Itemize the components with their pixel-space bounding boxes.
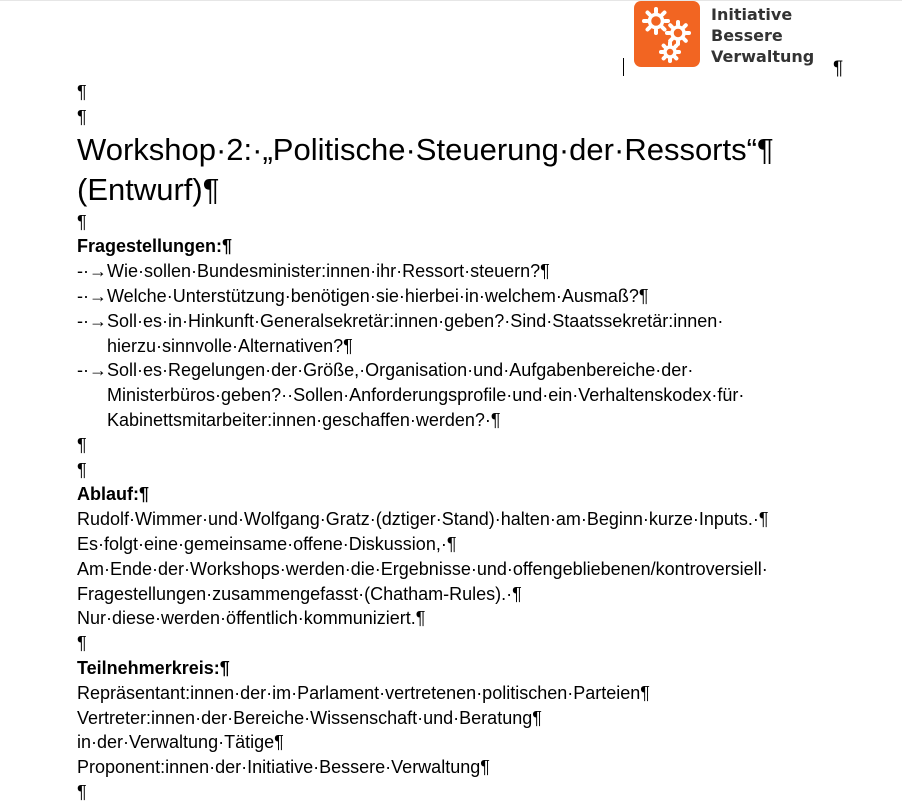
ablauf-heading: Ablauf:¶	[77, 484, 149, 505]
text-cursor	[623, 58, 624, 76]
logo-text	[711, 4, 814, 67]
empty-paragraph: ¶	[77, 211, 87, 232]
empty-paragraph: ¶	[77, 82, 87, 102]
empty-paragraph: ¶	[77, 633, 87, 654]
question-text: Soll·es·in·Hinkunft·Generalsekretär:innen·geben?·Sind·Staatssekretär:innen· hierzu·sinnvolle·Alternativen?¶	[107, 310, 724, 356]
list-item	[77, 259, 857, 284]
document-subtitle: (Entwurf)¶	[77, 171, 220, 207]
logo-line: Verwaltung	[711, 47, 815, 66]
ablauf-line: Es·folgt·eine·gemeinsame·offene·Diskussion,·¶	[77, 533, 457, 554]
bullet-marker: -·→	[77, 310, 107, 331]
bullet-marker: -·→	[77, 261, 107, 282]
bullet-marker: -·→	[77, 360, 107, 381]
question-text: Welche·Unterstützung·benötigen·sie·hierbei·in·welchem·Ausmaß?¶	[107, 285, 649, 306]
ablauf-line: Fragestellungen·zusammengefasst·(Chatham-Rules).·¶	[77, 583, 522, 604]
list-item	[77, 309, 857, 359]
teilnehmer-line: in·der·Verwaltung·Tätige¶	[77, 732, 284, 753]
logo-line: Initiative	[711, 5, 793, 24]
logo-line: Bessere	[711, 26, 783, 45]
ablauf-line: Rudolf·Wimmer·und·Wolfgang·Gratz·(dztiger·Stand)·halten·am·Beginn·kurze·Inputs.·¶	[77, 509, 769, 530]
document-body[interactable]	[77, 80, 857, 802]
gears-icon	[634, 1, 700, 67]
ablauf-line: Am·Ende·der·Workshops·werden·die·Ergebnisse·und·offengebliebenen/kontroversiell·	[77, 558, 768, 579]
header-paragraph-mark: ¶	[833, 58, 844, 79]
ablauf-line: Nur·diese·werden·öffentlich·kommuniziert.¶	[77, 608, 426, 629]
fragestellungen-heading: Fragestellungen:¶	[77, 236, 233, 257]
bullet-marker: -·→	[77, 285, 107, 306]
logo	[634, 1, 814, 67]
question-text: Soll·es·Regelungen·der·Größe,·Organisation·und·Aufgabenbereiche·der· Ministerbüros·geben?··Sollen·Anforderungsprofile·und·ein·Verhaltenskodex·für· Kabinettsmitarbeiter:innen·geschaffen·werden?·¶	[107, 360, 745, 430]
empty-paragraph: ¶	[77, 106, 87, 127]
teilnehmer-line: Vertreter:innen·der·Bereiche·Wissenschaft·und·Beratung¶	[77, 707, 542, 728]
teilnehmer-line: Proponent:innen·der·Initiative·Bessere·Verwaltung¶	[77, 757, 490, 778]
teilnehmer-line: Repräsentant:innen·der·im·Parlament·vertretenen·politischen·Parteien¶	[77, 682, 650, 703]
empty-paragraph: ¶	[77, 434, 87, 455]
list-item	[77, 284, 857, 309]
document-title: Workshop·2:·„Politische·Steuerung·der·Ressorts“¶	[77, 131, 774, 167]
list-item	[77, 358, 857, 432]
question-text: Wie·sollen·Bundesminister:innen·ihr·Ressort·steuern?¶	[107, 261, 550, 282]
cut-off-paragraph: ¶	[77, 781, 87, 802]
empty-paragraph: ¶	[77, 459, 87, 480]
teilnehmerkreis-heading: Teilnehmerkreis:¶	[77, 657, 230, 678]
